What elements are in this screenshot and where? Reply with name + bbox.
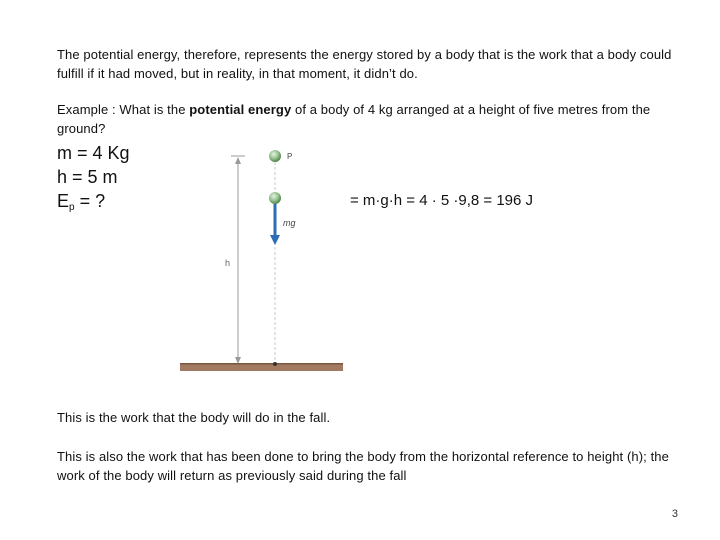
given-mass: m = 4 Kg <box>57 143 130 163</box>
example-bold-term: potential energy <box>189 102 292 117</box>
reference-paragraph: This is also the work that has been done to bring the body from the horizontal reference to height (h); the work of the body will return as previously said during the fall <box>57 449 669 483</box>
fall-work-paragraph: This is the work that the body will do in the fall. <box>57 410 331 425</box>
mg-arrow-head <box>270 235 280 245</box>
given-potential-energy <box>57 189 105 220</box>
ep-subscript: p <box>69 202 75 213</box>
height-arrow-top <box>235 157 241 164</box>
ground-point <box>273 362 277 366</box>
intro-paragraph: The potential energy, therefore, represents the energy stored by a body that is the work that a body could fulfill if it had moved, but in reality, in that moment, it didn’t do. <box>57 47 672 81</box>
ground <box>180 364 343 371</box>
example-prefix: Example : What is the <box>57 102 190 117</box>
ball-top <box>269 150 281 162</box>
example-question <box>57 100 697 138</box>
example-suffix: of a body of 4 kg arranged at a height of five metres from the ground? <box>57 102 651 136</box>
ball-falling <box>269 192 281 204</box>
page-number: 3 <box>671 508 678 520</box>
ep-symbol: E <box>57 191 70 211</box>
height-arrow-bottom <box>235 357 241 364</box>
label-mg: mg <box>283 218 296 228</box>
height-label: h <box>225 258 231 268</box>
given-height: h = 5 m <box>57 167 118 187</box>
energy-formula: = m·g·h = 4 · 5 ·9,8 = 196 J <box>350 192 534 209</box>
falling-body-figure <box>175 148 350 376</box>
label-p: P <box>287 152 293 161</box>
ep-rest: = ? <box>74 191 106 211</box>
ground-top-edge <box>180 363 343 365</box>
